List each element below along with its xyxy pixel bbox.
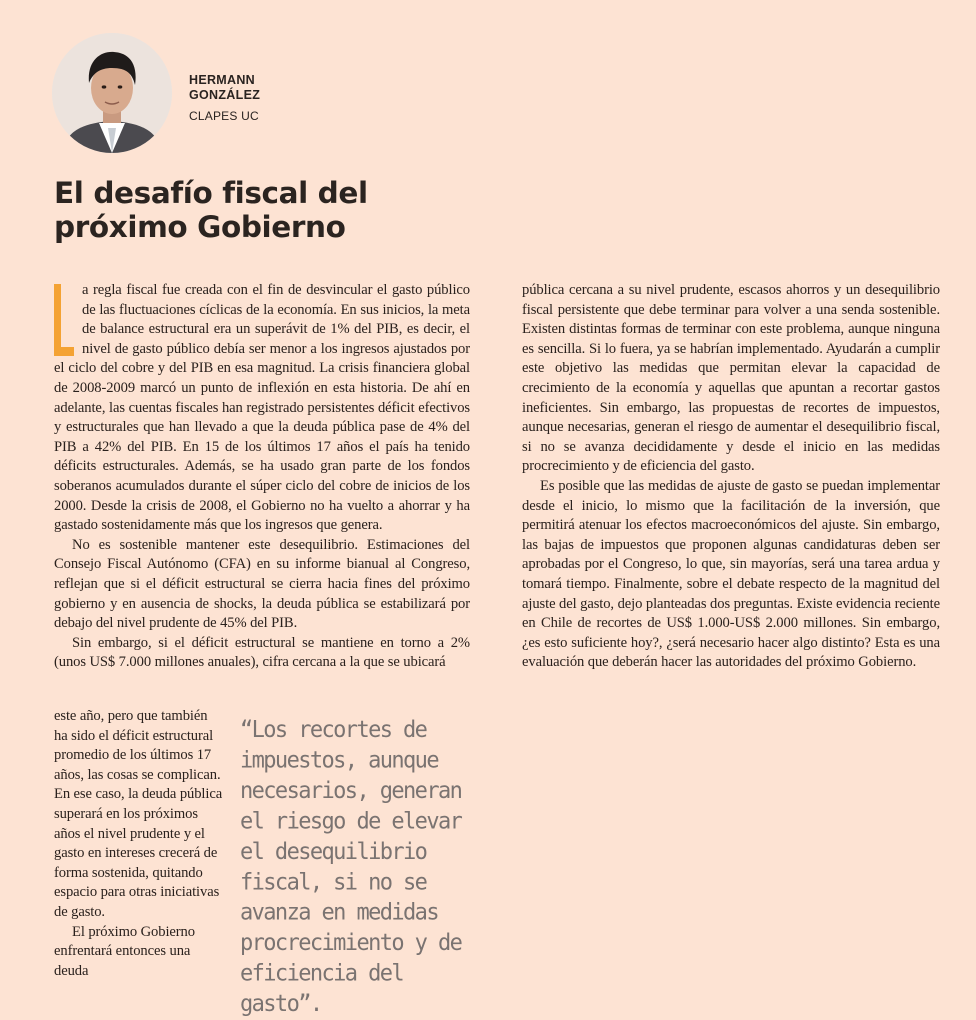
paragraph-6: Es posible que las medidas de ajuste de gasto se puedan implementar desde el inicio, lo mismo que la facilitación de la inversión, que permitirá atenuar los efectos macroeconómicos del ajuste. Sin embargo, las bajas de impuestos que proponen algunas candidaturas deben ser aprobadas por el Congreso, lo que, sin mayorías, será una tarea ardua y tomará tiempo. Finalmente, sobre el debate respecto de la magnitud del ajuste del gasto, dejo planteadas dos preguntas. Existe evidencia reciente en Chile de recortes de US$ 1.000-US$ 2.000 millones. Sin embargo, ¿es esto suficiente hoy?, ¿será necesario hacer algo distinto? Esta es una evaluación que deberán hacer las autoridades del próximo Gobierno.	[522, 477, 940, 671]
article-column-left-narrow	[54, 707, 224, 981]
author-name-line1: HERMANN	[189, 73, 255, 87]
author-affiliation: CLAPES UC	[189, 109, 259, 123]
author-portrait-icon	[52, 33, 172, 153]
drop-cap-L-icon	[54, 284, 74, 356]
article-title-line1: El desafío fiscal del	[54, 176, 368, 210]
paragraph-3b: este año, pero que también ha sido el déficit estructural promedio de los últimos 17 años, las cosas se complican. En ese caso, la deuda pública superará en los próximos años el nivel prudente y el gasto en intereses crecerá de forma sostenida, quitando espacio para otras iniciativas de gasto.	[54, 708, 223, 920]
article-column-right	[522, 281, 940, 673]
paragraph-1-text: a regla fiscal fue creada con el fin de desvincular el gasto público de las fluctuaciones cíclicas de la economía. En sus inicios, la meta de balance estructural era un superávit de 1% del PIB, es decir, el nivel de gasto público debía ser menor a los ingresos ajustados por el ciclo del cobre y del PIB en esa magnitud. La crisis financiera global de 2008-2009 marcó un punto de inflexión en esta historia. De ahí en adelante, las cuentas fiscales han registrado persistentes déficit efectivos y estructurales que han llevado a que la deuda pública pase de 4% del PIB a 42% del PIB. En 15 de los últimos 17 años el país ha tenido déficits estructurales. Además, se ha usado gran parte de los fondos soberanos acumulados durante el súper ciclo del cobre de inicios de los 2000. Desde la crisis de 2008, el Gobierno no ha vuelto a ahorrar y ha gastado sostenidamente más que los ingresos que genera.	[54, 282, 470, 534]
author-name-line2: GONZÁLEZ	[189, 88, 261, 102]
paragraph-1	[54, 281, 470, 536]
paragraph-4: El próximo Gobierno enfrentará entonces una deuda	[54, 923, 195, 979]
paragraph-3a: Sin embargo, si el déficit estructural se mantiene en torno a 2% (unos US$ 7.000 millones anuales), cifra cercana a la que se ubicará	[54, 634, 470, 671]
article-title-line2: próximo Gobierno	[54, 210, 346, 244]
paragraph-2: No es sostenible mantener este desequilibrio. Estimaciones del Consejo Fiscal Autónomo (CFA) en su informe bianual al Congreso, reflejan que si el déficit estructural se cierra hacia fines del próximo gobierno y en ausencia de shocks, la deuda pública se estabilizará por debajo del nivel prudente de 45% del PIB.	[54, 536, 470, 632]
article-title	[54, 176, 474, 244]
article-column-left	[54, 281, 470, 673]
author-photo	[52, 33, 172, 153]
author-byline	[189, 73, 260, 124]
drop-cap-icon	[54, 284, 74, 356]
pull-quote: “Los recortes de impuestos, aunque necesarios, generan el riesgo de elevar el desequilibrio fiscal, si no se avanza en medidas procrecimiento y de eficiencia del gasto”.	[240, 717, 462, 1018]
paragraph-5: pública cercana a su nivel prudente, escasos ahorros y un desequilibrio fiscal persistente que debe terminar para volver a una senda sostenible. Existen distintas formas de terminar con este problema, aunque ninguna es sencilla. Si lo fuera, ya se habrían implementado. Ayudarán a cumplir este objetivo las medidas que permitan elevar la capacidad de crecimiento de la economía y aquellas que apuntan a recortar gastos ineficientes. Sin embargo, las propuestas de recortes de impuestos, aunque necesarias, generan el riesgo de aumentar el desequilibrio fiscal, si no se avanza decididamente y desde el inicio en las medidas procrecimiento y de eficiencia del gasto.	[522, 282, 940, 475]
